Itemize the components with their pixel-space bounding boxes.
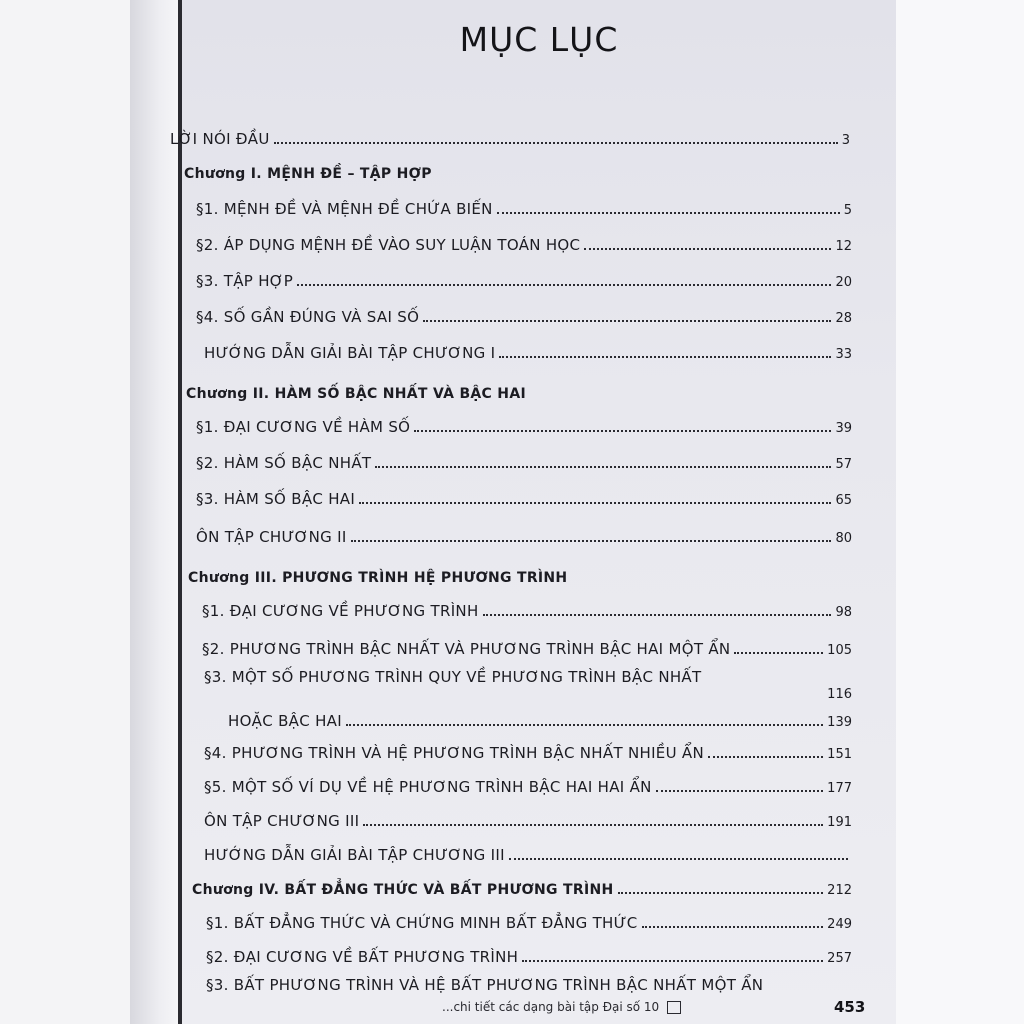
toc-entry-page: 98 [835, 605, 852, 620]
leader-dots [375, 466, 831, 468]
toc-entry-page: 191 [827, 815, 852, 830]
toc-chapter-2[interactable] [186, 380, 854, 402]
leader-dots [734, 652, 823, 654]
right-margin [896, 0, 1024, 1024]
toc-entry-label: §4. PHƯƠNG TRÌNH VÀ HỆ PHƯƠNG TRÌNH BẬC NHẤT NHIỀU ẨN [204, 744, 705, 762]
toc-entry-page: 249 [827, 917, 852, 932]
leader-dots [497, 212, 840, 214]
toc-chapter-label: Chương III. PHƯƠNG TRÌNH HỆ PHƯƠNG TRÌNH [188, 570, 568, 586]
toc-chapter-label: Chương II. HÀM SỐ BẬC NHẤT VÀ BẬC HAI [186, 386, 526, 402]
toc-entry-page: 177 [827, 781, 852, 796]
leader-dots [499, 356, 831, 358]
toc-entry-page: 139 [827, 715, 852, 730]
toc-entry[interactable] [206, 910, 852, 932]
toc-entry[interactable] [196, 486, 852, 508]
leader-dots [359, 502, 831, 504]
toc-entry-label: §4. SỐ GẦN ĐÚNG VÀ SAI SỐ [196, 308, 420, 326]
footer-text: ...chi tiết các dạng bài tập Đại số 10 [442, 1000, 660, 1014]
toc-entry[interactable] [196, 304, 852, 326]
toc-entry-page-row[interactable] [742, 680, 852, 702]
toc-entry-label: §1. ĐẠI CƯƠNG VỀ HÀM SỐ [196, 418, 411, 436]
toc-entry[interactable] [204, 340, 852, 362]
toc-entry[interactable] [206, 944, 852, 966]
toc-entry-label: §2. ĐẠI CƯƠNG VỀ BẤT PHƯƠNG TRÌNH [206, 948, 519, 966]
toc-entry-label: HƯỚNG DẪN GIẢI BÀI TẬP CHƯƠNG I [204, 344, 496, 362]
toc-entry-page: 33 [835, 347, 852, 362]
leader-dots [363, 824, 823, 826]
leader-dots [274, 142, 838, 144]
book-icon [667, 1001, 681, 1014]
toc-entry-preface[interactable] [170, 126, 850, 148]
toc-entry-label: §2. HÀM SỐ BẬC NHẤT [196, 454, 372, 472]
toc-entry-label: LỜI NÓI ĐẦU [170, 130, 270, 148]
toc-entry-page: 20 [835, 275, 852, 290]
leader-dots [584, 248, 831, 250]
toc-entry-page: 105 [827, 643, 852, 658]
toc-chapter-3[interactable] [188, 564, 856, 586]
toc-entry-label: §2. ÁP DỤNG MỆNH ĐỀ VÀO SUY LUẬN TOÁN HỌC [196, 236, 581, 254]
toc-entry-label: ÔN TẬP CHƯƠNG II [196, 528, 347, 546]
toc-entry[interactable] [202, 598, 852, 620]
toc-page [170, 0, 896, 1024]
toc-entry-label: §1. MỆNH ĐỀ VÀ MỆNH ĐỀ CHỨA BIẾN [196, 200, 493, 218]
toc-chapter-1[interactable] [184, 160, 852, 182]
leader-dots [414, 430, 831, 432]
toc-entry-label: §5. MỘT SỐ VÍ DỤ VỀ HỆ PHƯƠNG TRÌNH BẬC HAI HAI ẨN [204, 778, 652, 796]
toc-entry-label: §3. MỘT SỐ PHƯƠNG TRÌNH QUY VỀ PHƯƠNG TRÌNH BẬC NHẤT [204, 668, 702, 686]
leader-dots [509, 858, 848, 860]
page-number: 453 [834, 998, 866, 1016]
toc-entry-page: 12 [835, 239, 852, 254]
leader-dots [656, 790, 824, 792]
toc-chapter-4[interactable] [192, 876, 852, 898]
toc-entry-label: §3. TẬP HỢP [196, 272, 294, 290]
toc-entry[interactable] [202, 636, 852, 658]
toc-entry-page: 5 [843, 203, 852, 218]
toc-entry-page: 116 [827, 687, 852, 702]
toc-entry-page: 3 [841, 133, 850, 148]
toc-entry[interactable] [196, 268, 852, 290]
toc-entry[interactable] [204, 774, 852, 796]
toc-entry[interactable] [196, 524, 852, 546]
left-margin [0, 0, 130, 1024]
toc-entry-page: 80 [835, 531, 852, 546]
toc-entry[interactable] [204, 808, 852, 830]
toc-entry[interactable] [196, 232, 852, 254]
toc-chapter-label: Chương IV. BẤT ĐẲNG THỨC VÀ BẤT PHƯƠNG TRÌNH [192, 882, 614, 898]
leader-dots [483, 614, 832, 616]
leader-dots [642, 926, 824, 928]
toc-entry[interactable] [206, 972, 852, 994]
toc-entry[interactable] [196, 450, 852, 472]
toc-entry-page: 151 [827, 747, 852, 762]
toc-entry[interactable] [228, 708, 852, 730]
toc-entry-page: 57 [835, 457, 852, 472]
toc-chapter-label: Chương I. MỆNH ĐỀ – TẬP HỢP [184, 166, 432, 182]
toc-entry[interactable] [196, 414, 852, 436]
toc-entry-label: ÔN TẬP CHƯƠNG III [204, 812, 360, 830]
toc-entry-page: 212 [827, 883, 852, 898]
toc-entry-label: §1. ĐẠI CƯƠNG VỀ PHƯƠNG TRÌNH [202, 602, 479, 620]
leader-dots [351, 540, 832, 542]
leader-dots [346, 724, 823, 726]
toc-entry[interactable] [204, 740, 852, 762]
leader-dots [423, 320, 831, 322]
toc-entry-label: §2. PHƯƠNG TRÌNH BẬC NHẤT VÀ PHƯƠNG TRÌNH BẬC HAI MỘT ẨN [202, 640, 731, 658]
toc-entry-label: §3. BẤT PHƯƠNG TRÌNH VÀ HỆ BẤT PHƯƠNG TRÌNH BẬC NHẤT MỘT ẨN [206, 976, 764, 994]
toc-entry[interactable] [196, 196, 852, 218]
toc-entry-page: 39 [835, 421, 852, 436]
page-title: MỤC LỤC [459, 20, 619, 59]
toc-entry-label: §1. BẤT ĐẲNG THỨC VÀ CHỨNG MINH BẤT ĐẲNG THỨC [206, 914, 638, 932]
leader-dots [708, 756, 823, 758]
toc-entry-page: 257 [827, 951, 852, 966]
leader-dots [522, 960, 823, 962]
leader-dots [297, 284, 831, 286]
toc-entry-page: 65 [835, 493, 852, 508]
toc-entry-label: HƯỚNG DẪN GIẢI BÀI TẬP CHƯƠNG III [204, 846, 505, 864]
running-footer [442, 1000, 682, 1022]
toc-entry-label: HOẶC BẬC HAI [228, 712, 342, 730]
previous-page-edge [130, 0, 180, 1024]
toc-entry[interactable] [204, 842, 852, 864]
leader-dots [618, 892, 824, 894]
toc-entry-label: §3. HÀM SỐ BẬC HAI [196, 490, 356, 508]
toc-entry-page: 28 [835, 311, 852, 326]
